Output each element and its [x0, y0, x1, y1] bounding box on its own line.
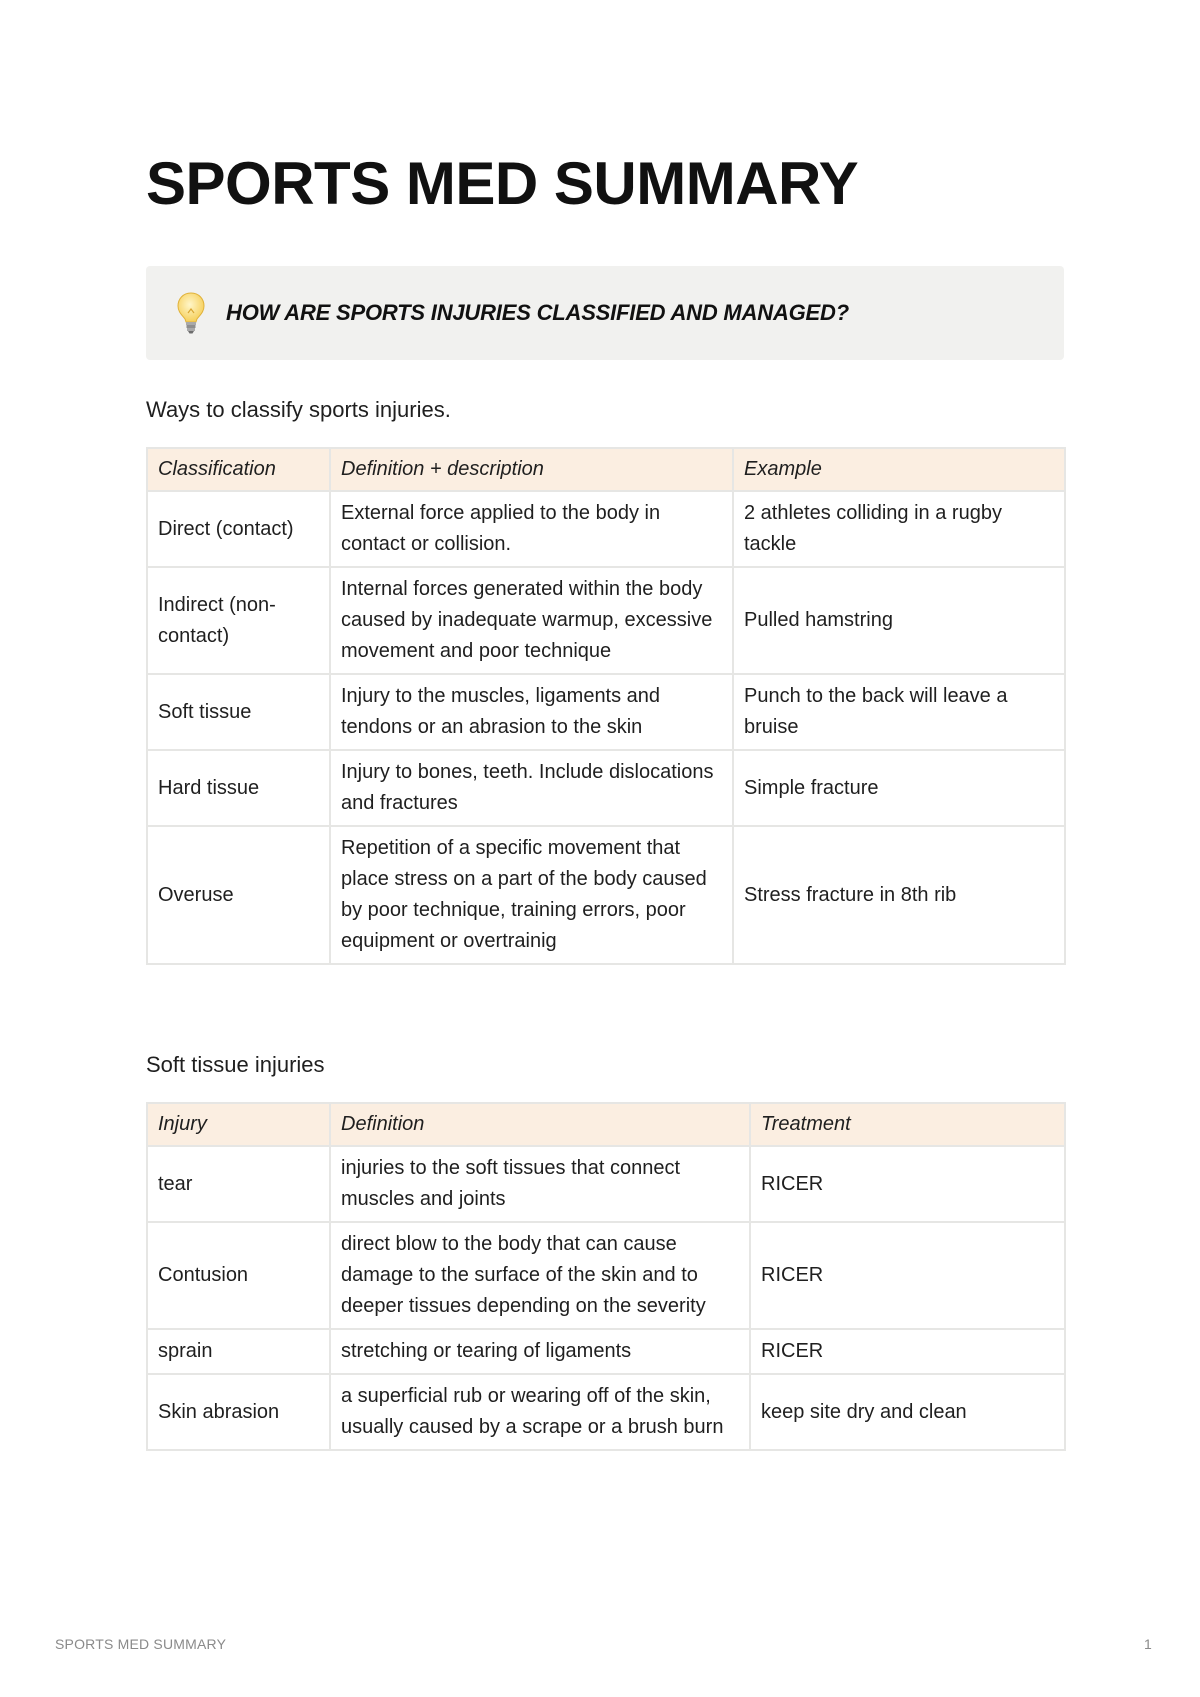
table-cell: 2 athletes colliding in a rugby tackle [733, 491, 1065, 567]
table-row [147, 826, 1065, 964]
footer-title: SPORTS MED SUMMARY [55, 1636, 227, 1652]
table-row [147, 1329, 1065, 1374]
page-number: 1 [1144, 1636, 1152, 1652]
callout-box [146, 266, 1064, 360]
lightbulb-icon [176, 291, 206, 335]
column-header: Definition [330, 1103, 750, 1146]
table-cell: injuries to the soft tissues that connect muscles and joints [330, 1146, 750, 1222]
table-cell: Punch to the back will leave a bruise [733, 674, 1065, 750]
table-cell: Skin abrasion [147, 1374, 330, 1450]
table-row [147, 1374, 1065, 1450]
table-cell: Simple fracture [733, 750, 1065, 826]
table-row [147, 750, 1065, 826]
table-cell: RICER [750, 1146, 1065, 1222]
table-row [147, 1222, 1065, 1329]
column-header: Example [733, 448, 1065, 491]
table-cell: sprain [147, 1329, 330, 1374]
section-heading-classify: Ways to classify sports injuries. [146, 397, 451, 422]
table-cell: RICER [750, 1222, 1065, 1329]
page-title: SPORTS MED SUMMARY [146, 150, 859, 217]
table-cell: RICER [750, 1329, 1065, 1374]
table-cell: Injury to the muscles, ligaments and tendons or an abrasion to the skin [330, 674, 733, 750]
table-cell: Indirect (non-contact) [147, 567, 330, 674]
table-cell: Contusion [147, 1222, 330, 1329]
table-cell: stretching or tearing of ligaments [330, 1329, 750, 1374]
column-header: Treatment [750, 1103, 1065, 1146]
column-header: Classification [147, 448, 330, 491]
section-heading-soft-tissue: Soft tissue injuries [146, 1052, 325, 1077]
table-cell: a superficial rub or wearing off of the skin, usually caused by a scrape or a brush burn [330, 1374, 750, 1450]
classification-table [146, 447, 1066, 965]
table-cell: External force applied to the body in contact or collision. [330, 491, 733, 567]
column-header: Injury [147, 1103, 330, 1146]
table-cell: Injury to bones, teeth. Include dislocations and fractures [330, 750, 733, 826]
table-cell: Repetition of a specific movement that place stress on a part of the body caused by poor technique, training errors, poor equipment or overtrainig [330, 826, 733, 964]
table-cell: Direct (contact) [147, 491, 330, 567]
table-cell: Internal forces generated within the body caused by inadequate warmup, excessive movement and poor technique [330, 567, 733, 674]
table-row [147, 567, 1065, 674]
table-cell: Hard tissue [147, 750, 330, 826]
table-cell: Overuse [147, 826, 330, 964]
soft-tissue-table [146, 1102, 1066, 1451]
table-cell: keep site dry and clean [750, 1374, 1065, 1450]
table-cell: direct blow to the body that can cause damage to the surface of the skin and to deeper tissues depending on the severity [330, 1222, 750, 1329]
table-row [147, 1146, 1065, 1222]
column-header: Definition + description [330, 448, 733, 491]
table-cell: Soft tissue [147, 674, 330, 750]
table-cell: Pulled hamstring [733, 567, 1065, 674]
table-row [147, 491, 1065, 567]
table-row [147, 674, 1065, 750]
callout-text: HOW ARE SPORTS INJURIES CLASSIFIED AND MANAGED? [226, 300, 849, 325]
table-header-row [147, 448, 1065, 491]
table-header-row [147, 1103, 1065, 1146]
table-cell: tear [147, 1146, 330, 1222]
table-cell: Stress fracture in 8th rib [733, 826, 1065, 964]
